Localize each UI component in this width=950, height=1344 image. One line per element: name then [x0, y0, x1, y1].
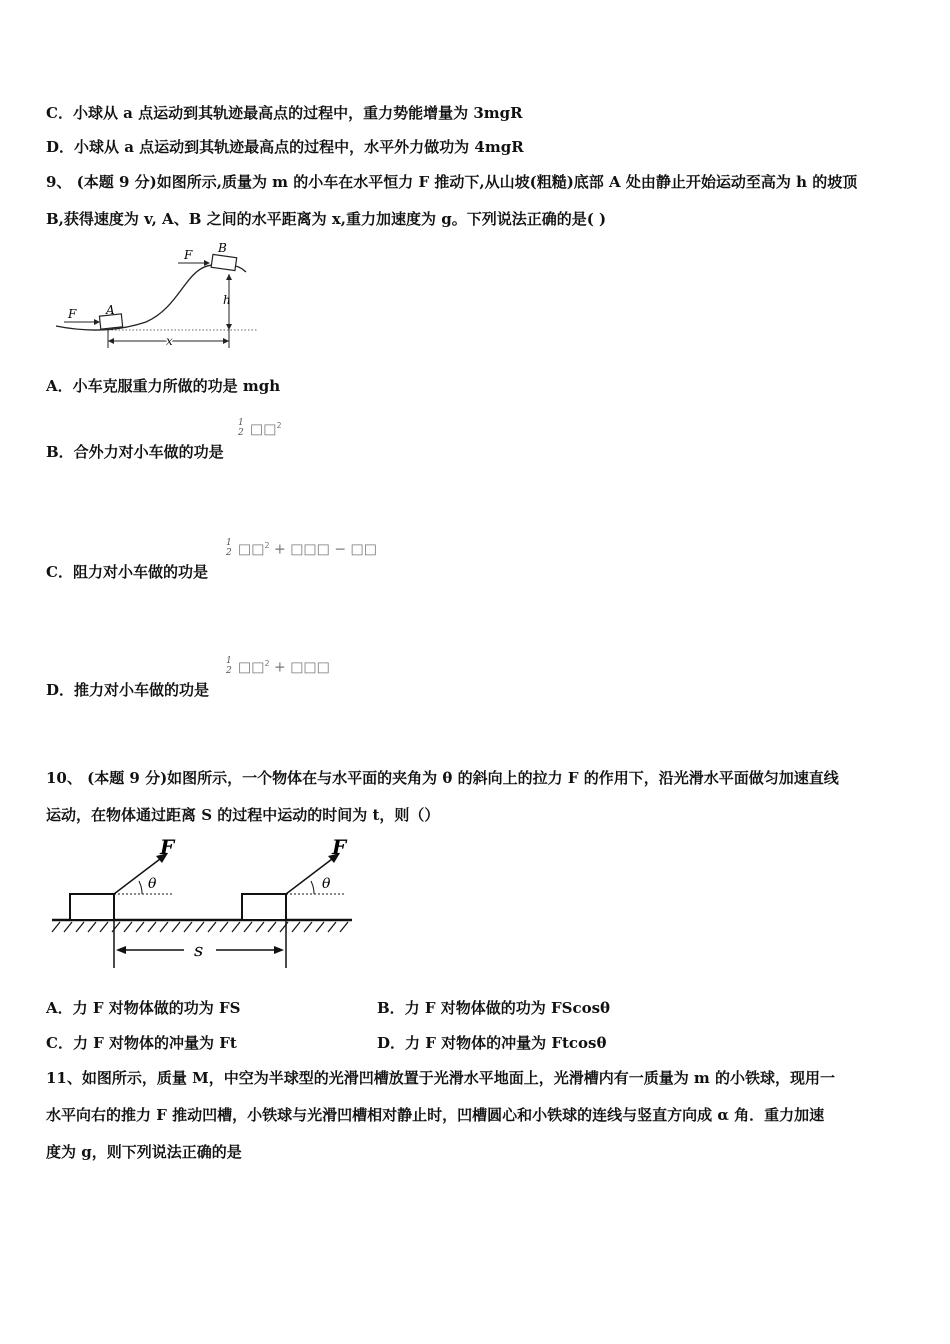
- label-s: s: [194, 940, 204, 961]
- force-arrow-left: [114, 856, 164, 894]
- label-b: B: [218, 241, 227, 255]
- q9-c-formula: □□$^2$ + □□□ − □□: [238, 541, 377, 558]
- q10-option-b: B．力 F 对物体做的功为 FScosθ: [377, 999, 611, 1017]
- label-a: A: [106, 303, 115, 317]
- q9-c-fraction: 1 2: [226, 538, 232, 558]
- q9-option-d: D．推力对小车做的功是: [46, 681, 210, 699]
- label-f-bottom: F: [68, 307, 77, 321]
- block-right: [242, 894, 286, 920]
- q9-b-fraction: 1 2: [238, 418, 244, 438]
- label-x: x: [166, 334, 173, 348]
- q9-stem-line2: B,获得速度为 v, A、B 之间的水平距离为 x,重力加速度为 g。下列说法正确的是( ): [46, 210, 607, 228]
- q11-stem-line2: 水平向右的推力 F 推动凹槽，小铁球与光滑凹槽相对静止时，凹槽圆心和小铁球的连线与竖直方向成 α 角．重力加速: [46, 1106, 825, 1124]
- q10-option-a: A．力 F 对物体做的功为 FS: [46, 999, 241, 1017]
- label-f-right: F: [332, 835, 347, 859]
- q9-option-b: B．合外力对小车做的功是: [46, 443, 224, 461]
- q9-option-c: C．阻力对小车做的功是: [46, 563, 208, 581]
- q9-option-a: A．小车克服重力所做的功是 mgh: [46, 377, 281, 395]
- label-h: h: [223, 293, 231, 307]
- q9-b-formula: □□$^2$: [250, 421, 282, 438]
- q10-option-d: D．力 F 对物体的冲量为 Ftcosθ: [377, 1034, 607, 1052]
- label-theta-right: θ: [322, 876, 331, 892]
- q10-pull-figure: [46, 832, 358, 972]
- q9-d-formula: □□$^2$ + □□□: [238, 659, 330, 676]
- hill-curve: [56, 265, 246, 330]
- q9-d-fraction: 1 2: [226, 656, 232, 676]
- q10-stem-line1: 10、 (本题 9 分)如图所示，一个物体在与水平面的夹角为 θ 的斜向上的拉力 F 的作用下，沿光滑水平面做匀加速直线: [46, 769, 839, 787]
- q10-option-c: C．力 F 对物体的冲量为 Ft: [46, 1034, 237, 1052]
- q9-hill-figure: [46, 238, 266, 356]
- label-f-left: F: [160, 835, 175, 859]
- q8-option-c: C．小球从 a 点运动到其轨迹最高点的过程中，重力势能增量为 3mgR: [46, 104, 523, 122]
- cart-b: [211, 254, 237, 270]
- q10-stem-line2: 运动，在物体通过距离 S 的过程中运动的时间为 t，则（）: [46, 806, 440, 824]
- q11-stem-line3: 度为 g，则下列说法正确的是: [46, 1143, 242, 1161]
- block-left: [70, 894, 114, 920]
- q11-stem-line1: 11、如图所示，质量 M，中空为半球型的光滑凹槽放置于光滑水平地面上，光滑槽内有一质量为 m 的小铁球，现用一: [46, 1069, 836, 1087]
- label-f-top: F: [184, 248, 193, 262]
- ground-hatching: [52, 922, 348, 932]
- q9-stem-line1: 9、 (本题 9 分)如图所示,质量为 m 的小车在水平恒力 F 推动下,从山坡(粗糙)底部 A 处由静止开始运动至高为 h 的坡顶: [46, 173, 858, 191]
- label-theta-left: θ: [148, 876, 157, 892]
- q8-option-d: D．小球从 a 点运动到其轨迹最高点的过程中，水平外力做功为 4mgR: [46, 138, 524, 156]
